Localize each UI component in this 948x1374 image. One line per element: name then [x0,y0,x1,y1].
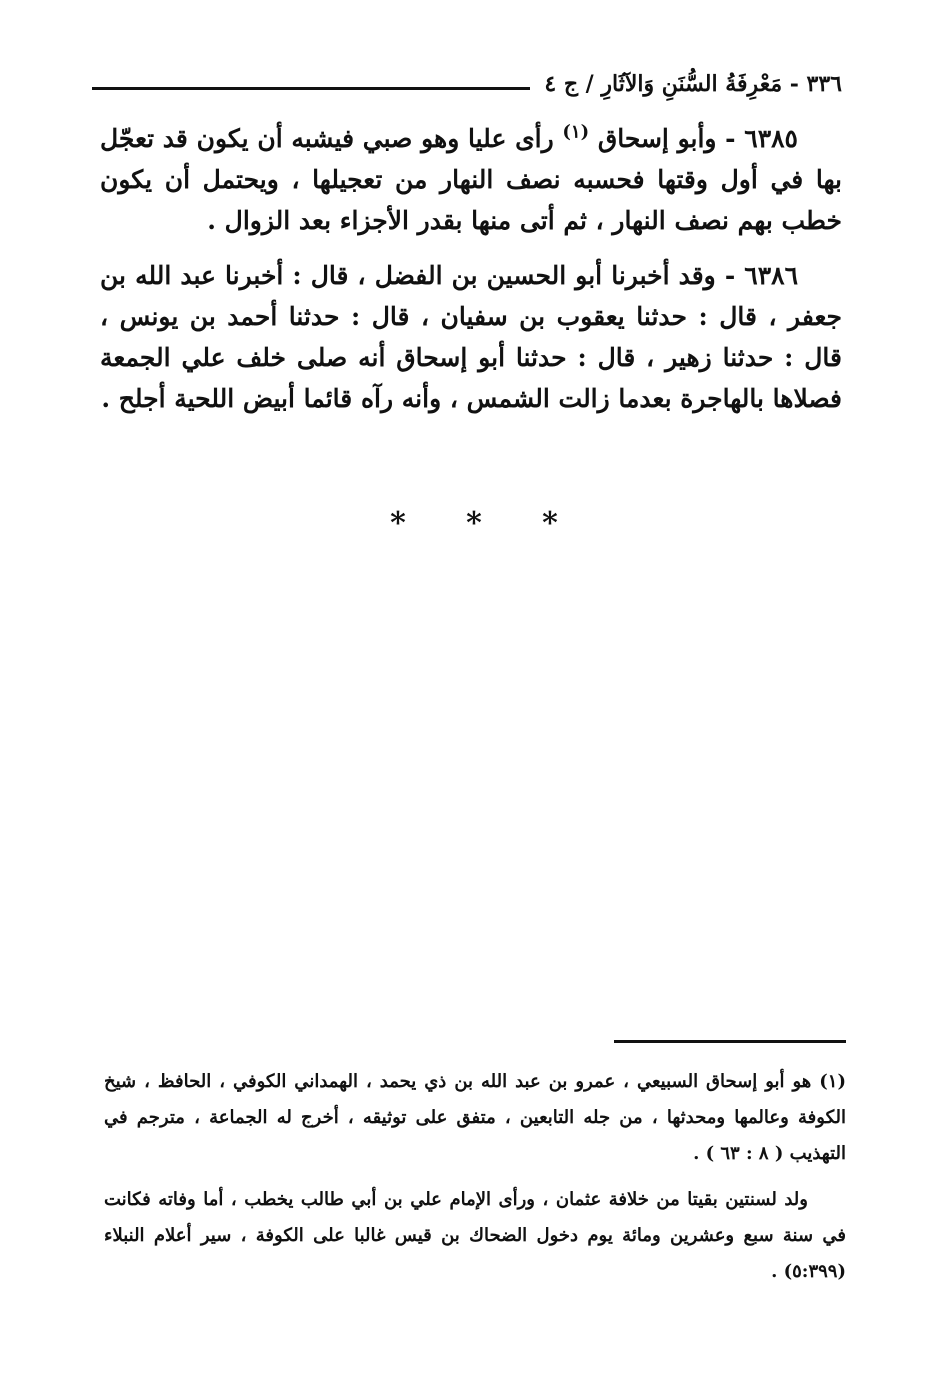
separator-star: * [542,506,558,541]
hadith-paragraph-6385 [100,118,842,241]
header-rule [92,87,530,90]
separator-star: * [390,506,406,541]
main-text [100,118,842,433]
section-separator [0,506,948,541]
page-header [92,64,842,104]
running-title: ٣٣٦ - مَعْرِفَةُ السُّنَنِ وَالآثَارِ / ج ٤ [544,71,842,97]
footnote-rule [614,1040,846,1043]
paragraph-text-start: ٦٣٨٥ - وأبو إسحاق [589,124,798,153]
paragraph-text-rest: رأى عليا وهو صبي فيشبه أن يكون قد تعجّل بها في أول وقتها فحسبه نصف النهار من تعجيلها ، ويحتمل أن يكون خطب بهم نصف النهار ، ثم أتى منها بقدر الأجزاء بعد الزوال . [100,124,842,235]
footnote-1: (١) هو أبو إسحاق السبيعي ، عمرو بن عبد الله بن ذي يحمد ، الهمداني الكوفي ، الحافظ ، شيخ الكوفة وعالمها ومحدثها ، من جله التابعين ، متفق على توثيقه ، أخرج له الجماعة ، مترجم في التهذيب ( ٨ : ٦٣ ) . [104,1071,847,1164]
footnotes [104,1064,846,1300]
footnote-reference: (١) [562,121,590,143]
hadith-paragraph-6386: ٦٣٨٦ - وقد أخبرنا أبو الحسين بن الفضل ، قال : أخبرنا عبد الله بن جعفر ، قال : حدثنا يعقوب بن سفيان ، قال : حدثنا أحمد بن يونس ، قال : حدثنا زهير ، قال : حدثنا أبو إسحاق أنه صلى خلف علي الجمعة فصلاها بالهاجرة بعدما زالت الشمس ، وأنه رآه قائما أبيض اللحية أجلح . [100,261,842,413]
footnote-1-continuation: ولد لسنتين بقيتا من خلافة عثمان ، ورأى الإمام علي بن أبي طالب يخطب ، أما وفاته فكانت في سنة سبع وعشرين ومائة يوم دخول الضحاك بن قيس غالبا على الكوفة ، سير أعلام النبلاء (٥:٣٩٩) . [104,1189,846,1282]
separator-star: * [466,506,482,541]
